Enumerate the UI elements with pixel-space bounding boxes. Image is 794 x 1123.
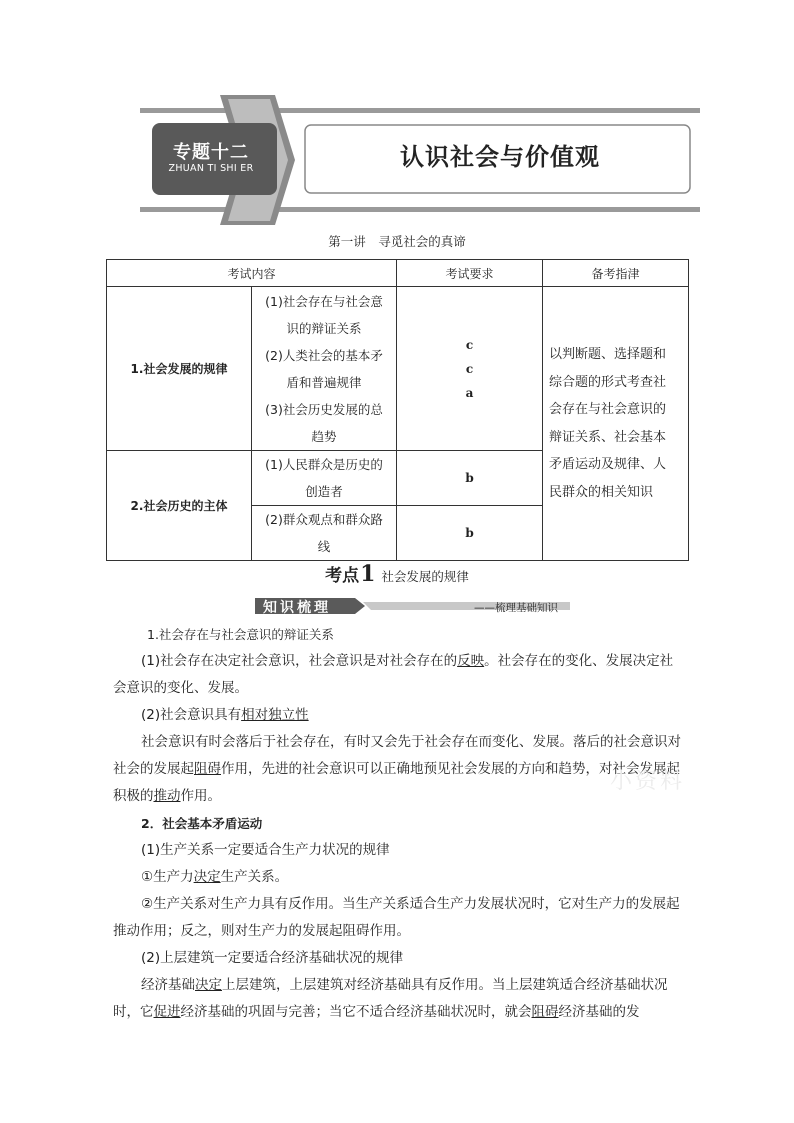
- lecture-title: 第一讲 寻觅社会的真谛: [328, 234, 466, 249]
- guide-line: 综合题的形式考查社: [549, 374, 667, 390]
- chapter-banner: [140, 95, 700, 225]
- underlined-term: 促进: [153, 1004, 181, 1020]
- exam-point-number: 1: [360, 561, 376, 587]
- topic-cell: 2.社会历史的主体: [107, 451, 252, 561]
- paragraph: [113, 972, 683, 1026]
- table-row: [107, 287, 689, 451]
- section-heading: 1.社会存在与社会意识的辩证关系: [147, 627, 334, 642]
- text-run: 经济基础: [141, 977, 195, 993]
- subtopic-line: (2)人类社会的基本矛: [265, 347, 383, 363]
- subtopic-line: (2)群众观点和群众路: [265, 512, 383, 527]
- underlined-term: 决定: [193, 869, 221, 885]
- requirement-cell: b: [397, 451, 543, 506]
- paragraph: (1)生产关系一定要适合生产力状况的规律: [141, 842, 390, 858]
- subtopic-line: (1)人民群众是历史的: [265, 457, 383, 472]
- section-heading: 2．社会基本矛盾运动: [141, 816, 263, 831]
- text-run: (2)社会意识具有: [141, 707, 242, 723]
- knowledge-content: [113, 621, 686, 1026]
- text-run: ①生产力: [141, 869, 194, 885]
- paragraph: [113, 702, 683, 729]
- section-note: ——梳理基础知识: [474, 602, 558, 614]
- subtopic-line: 线: [317, 539, 331, 554]
- guide-line: 矛盾运动及规律、人: [549, 457, 667, 472]
- text-run: 经济基础的发: [558, 1004, 640, 1020]
- guide-line: 会存在与社会意识的: [549, 402, 667, 417]
- subtopic-line: 创造者: [305, 484, 343, 499]
- paragraph: [113, 648, 683, 702]
- requirement-level: c: [465, 337, 474, 352]
- underlined-term: 决定: [195, 977, 222, 993]
- subtopic-line: (3)社会历史发展的总: [265, 401, 383, 417]
- table-header-row: [107, 260, 689, 287]
- text-run: 社会意识有时会落后于社会存在，有时又会先于社会存在而变化、发展。落后的社会意识对社会的发展起: [113, 734, 681, 777]
- header-requirement: 考试要求: [397, 260, 543, 287]
- requirement-level: a: [465, 385, 474, 400]
- requirement-level: c: [465, 361, 474, 376]
- exam-requirements-table: [106, 259, 689, 561]
- chapter-badge-title: 专题十二: [173, 142, 249, 163]
- exam-point-heading: [0, 561, 794, 587]
- paragraph: ②生产关系对生产力具有反作用。当生产关系适合生产力发展状况时，它对生产力的发展起推动作用；反之，则对生产力的发展起阻碍作用。: [113, 896, 680, 939]
- paragraph: [113, 729, 686, 810]
- section-label: 知识梳理: [263, 600, 331, 616]
- underlined-term: 相对独立性: [241, 707, 309, 723]
- paragraph: [113, 864, 683, 891]
- chapter-title: 认识社会与价值观: [400, 143, 600, 171]
- watermark: 小资料: [610, 769, 686, 794]
- paragraph: (2)上层建筑一定要适合经济基础状况的规律: [141, 950, 404, 966]
- text-run: 上层建筑，上层建筑对经济基础具有反作用。当上层建筑适合经济基础状况时，它: [113, 977, 668, 1020]
- underlined-term: 反映: [457, 653, 485, 669]
- text-run: 作用。: [180, 788, 221, 804]
- exam-point-title: 社会发展的规律: [381, 569, 469, 584]
- header-content: 考试内容: [107, 260, 397, 287]
- requirement-cell: b: [397, 506, 543, 561]
- text-run: 经济基础的巩固与完善；当它不适合经济基础状况时，就会: [180, 1004, 532, 1020]
- subtopic-cell: [252, 506, 397, 561]
- subtopic-cell: [252, 451, 397, 506]
- subtopic-line: 盾和普遍规律: [286, 374, 362, 390]
- text-run: 。社会存在的变化、发展决定社会意识的变化、发展。: [113, 653, 674, 696]
- subtopic-line: (1)社会存在与社会意: [265, 293, 383, 309]
- section-bar: [255, 596, 570, 616]
- underlined-term: 阻碍: [531, 1004, 559, 1020]
- header-guide: 备考指津: [543, 260, 689, 287]
- subtopic-cell: [252, 287, 397, 451]
- topic-cell: 1.社会发展的规律: [107, 287, 252, 451]
- underlined-term: 阻碍: [194, 761, 221, 777]
- guide-line: 以判断题、选择题和: [549, 347, 667, 362]
- text-run: (1)社会存在决定社会意识，社会意识是对社会存在的: [141, 653, 458, 669]
- guide-line: 辩证关系、社会基本: [549, 429, 667, 445]
- requirement-cell: [397, 287, 543, 451]
- subtopic-line: 识的辩证关系: [286, 320, 362, 336]
- underlined-term: 推动: [153, 788, 181, 804]
- text-run: 生产关系。: [220, 869, 289, 885]
- subtopic-line: 趋势: [311, 428, 337, 444]
- text-run: 作用，先进的社会意识可以正确地预见社会发展的方向和趋势，对社会发展起积极的: [113, 761, 680, 804]
- guide-line: 民群众的相关知识: [549, 484, 654, 500]
- guide-cell: [543, 287, 689, 561]
- chapter-badge-subtitle: ZHUAN TI SHI ER: [168, 163, 254, 174]
- exam-point-label: 考点: [325, 566, 360, 586]
